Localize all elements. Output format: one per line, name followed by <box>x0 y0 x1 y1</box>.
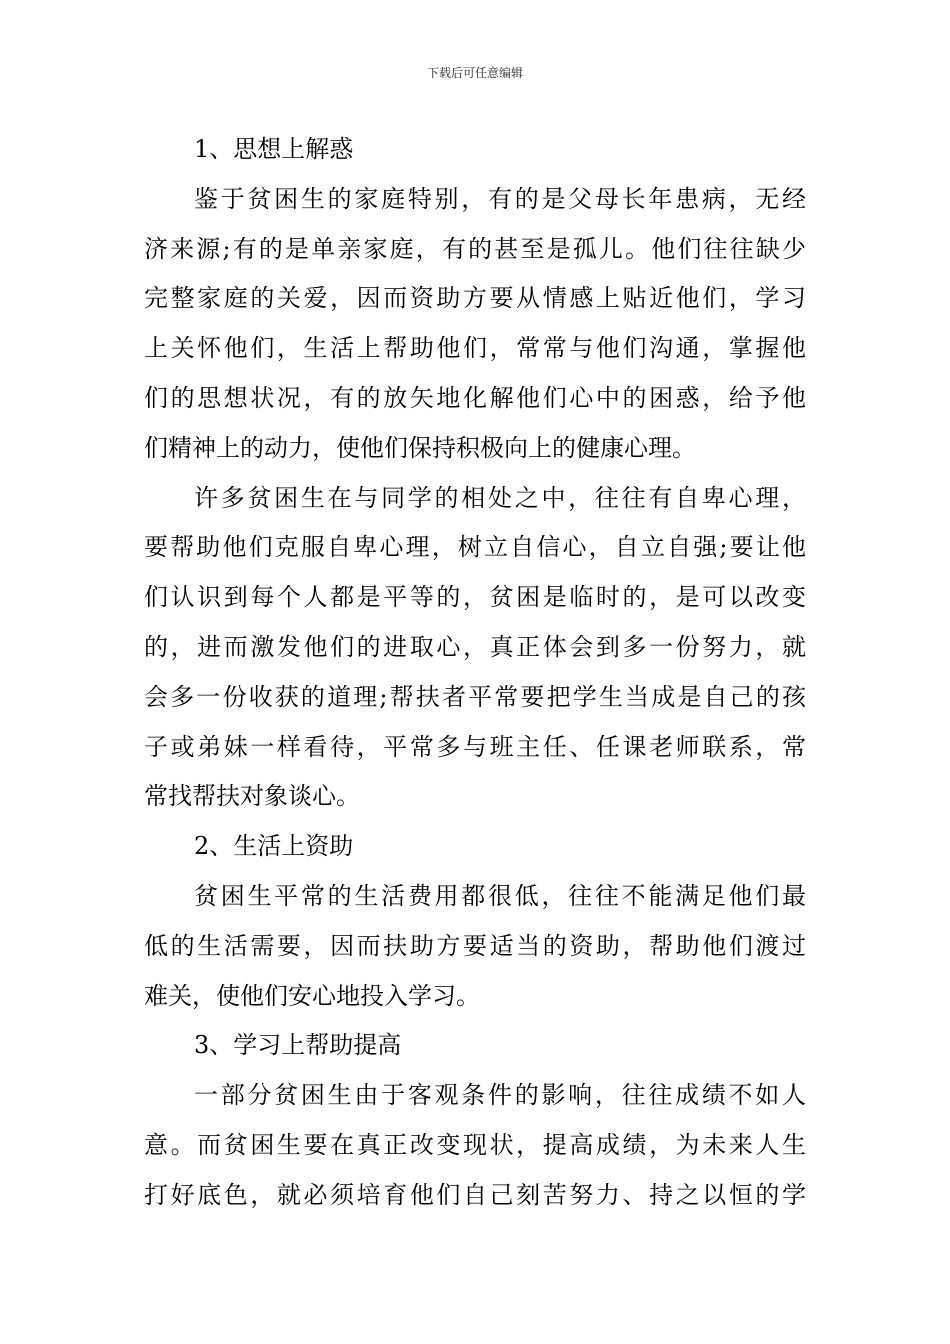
paragraph-line: 们的思想状况，有的放矢地化解他们心中的困惑，给予他 <box>144 383 806 412</box>
heading-2: 2、生活上资助 <box>194 832 354 861</box>
paragraph-line: 济来源;有的是单亲家庭，有的甚至是孤儿。他们往往缺少 <box>144 234 806 263</box>
heading-1: 1、思想上解惑 <box>194 135 354 163</box>
page-header: 下载后可任意编辑 <box>426 66 523 80</box>
heading-3: 3、学习上帮助提高 <box>194 1031 402 1060</box>
paragraph-line: 们精神上的动力，使他们保持积极向上的健康心理。 <box>144 433 696 462</box>
paragraph-line: 许多贫困生在与同学的相处之中，往往有自卑心理， <box>194 483 806 512</box>
document-body <box>144 125 806 1221</box>
paragraph-line: 们认识到每个人都是平等的，贫困是临时的，是可以改变 <box>144 583 806 612</box>
paragraph-line: 低的生活需要，因而扶助方要适当的资助，帮助他们渡过 <box>144 931 806 960</box>
paragraph-line: 鉴于贫困生的家庭特别，有的是父母长年患病，无经 <box>194 184 806 213</box>
paragraph-line: 子或弟妹一样看待，平常多与班主任、任课老师联系，常 <box>144 732 806 761</box>
paragraph-line: 上关怀他们，生活上帮助他们，常常与他们沟通，掌握他 <box>144 334 806 363</box>
paragraph-line: 一部分贫困生由于客观条件的影响，往往成绩不如人 <box>194 1081 806 1110</box>
paragraph-line: 要帮助他们克服自卑心理，树立自信心，自立自强;要让他 <box>144 533 806 562</box>
paragraph-line: 的，进而激发他们的进取心，真正体会到多一份努力，就 <box>144 632 806 661</box>
paragraph-line: 难关，使他们安心地投入学习。 <box>144 981 480 1010</box>
paragraph-line: 完整家庭的关爱，因而资助方要从情感上贴近他们，学习 <box>144 284 806 313</box>
paragraph-line: 常找帮扶对象谈心。 <box>144 782 360 811</box>
paragraph-line: 打好底色，就必须培育他们自己刻苦努力、持之以恒的学 <box>144 1180 806 1209</box>
paragraph-line: 会多一份收获的道理;帮扶者平常要把学生当成是自己的孩 <box>144 682 806 711</box>
paragraph-line: 贫困生平常的生活费用都很低，往往不能满足他们最 <box>194 881 806 910</box>
paragraph-line: 意。而贫困生要在真正改变现状，提高成绩，为未来人生 <box>144 1130 806 1159</box>
